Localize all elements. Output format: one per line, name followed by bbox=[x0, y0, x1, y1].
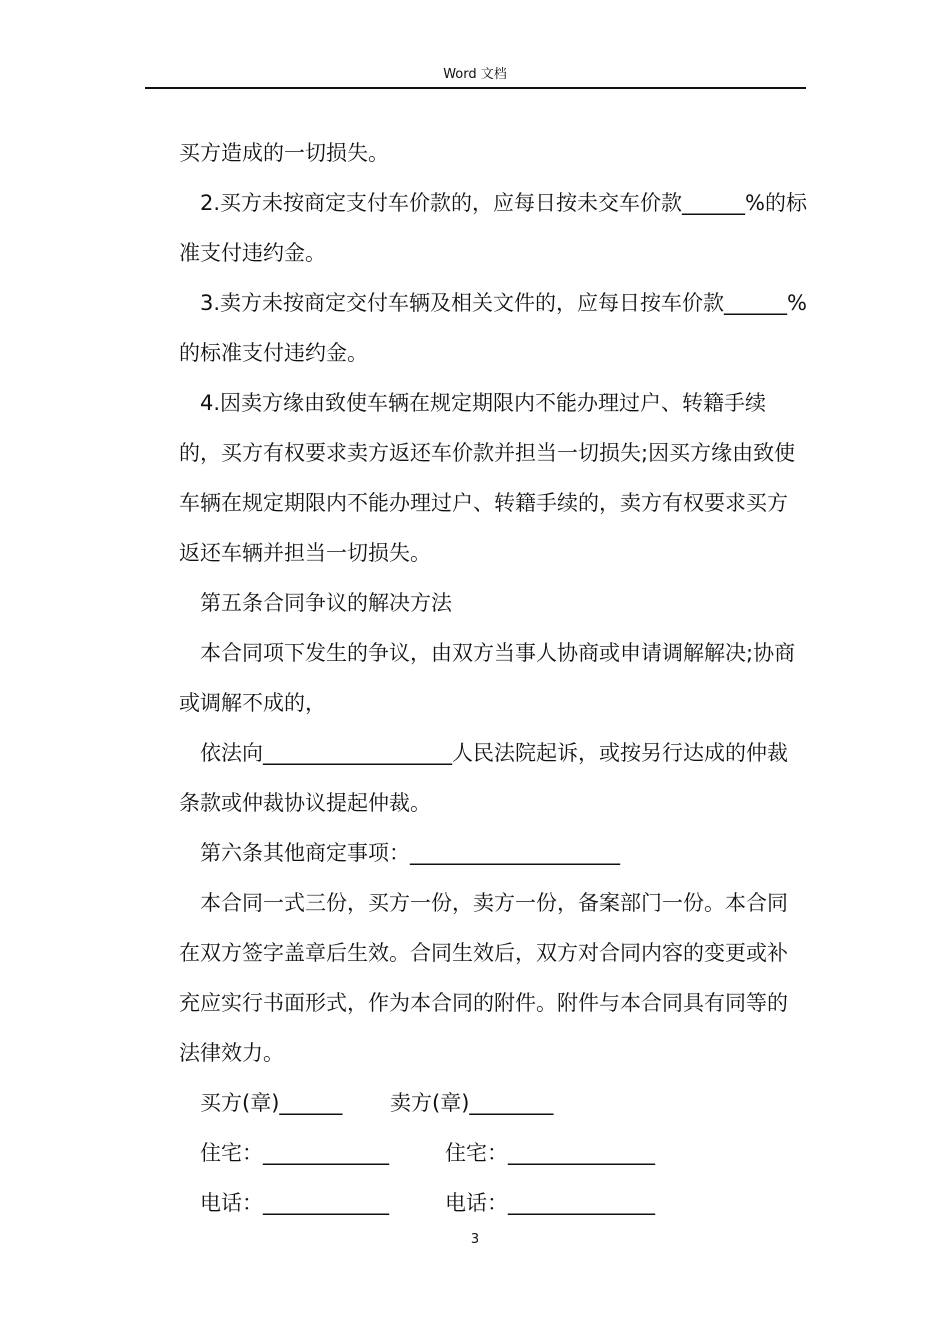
seller-phone-field: 电话：______________ bbox=[445, 1191, 655, 1215]
paragraph-dispute-negotiation: 本合同项下发生的争议，由双方当事人协商或申请调解解决;协商或调解不成的， bbox=[179, 641, 796, 715]
document-header-title: Word 文档 bbox=[443, 67, 507, 82]
page-number: 3 bbox=[470, 1232, 480, 1247]
buyer-phone-field: 电话：____________ bbox=[200, 1191, 389, 1215]
buyer-address-field: 住宅：____________ bbox=[200, 1141, 389, 1165]
header-divider bbox=[145, 87, 806, 89]
buyer-seal-field: 买方(章)______ bbox=[200, 1091, 343, 1115]
section-heading-article-5: 第五条合同争议的解决方法 bbox=[200, 591, 452, 615]
paragraph-court-arbitration: 依法向__________________人民法院起诉，或按另行达成的仲裁条款或仲裁协议提起仲裁。 bbox=[179, 741, 788, 815]
paragraph-copies-effectiveness: 本合同一式三份，买方一份，卖方一份，备案部门一份。本合同在双方签字盖章后生效。合同生效后，双方对合同内容的变更或补充应实行书面形式，作为本合同的附件。附件与本合同具有同等的法律效力。 bbox=[179, 891, 788, 1065]
paragraph-buyer-late-payment: 2.买方未按商定支付车价款的，应每日按未交车价款______%的标准支付违约金。 bbox=[179, 191, 807, 265]
signature-row-seal bbox=[179, 1078, 807, 1128]
paragraph-loss-continuation: 买方造成的一切损失。 bbox=[179, 141, 389, 165]
document-body bbox=[179, 128, 807, 1228]
seller-seal-field: 卖方(章)________ bbox=[390, 1091, 554, 1115]
seller-address-field: 住宅：______________ bbox=[445, 1141, 655, 1165]
paragraph-seller-late-delivery: 3.卖方未按商定交付车辆及相关文件的，应每日按车价款______%的标准支付违约金。 bbox=[179, 291, 807, 365]
section-heading-article-6: 第六条其他商定事项：____________________ bbox=[200, 841, 620, 865]
signature-row-address bbox=[179, 1128, 807, 1178]
paragraph-transfer-failure: 4.因卖方缘由致使车辆在规定期限内不能办理过户、转籍手续的，买方有权要求卖方返还车价款并担当一切损失;因买方缘由致使车辆在规定期限内不能办理过户、转籍手续的，卖方有权要求买方返还车辆并担当一切损失。 bbox=[179, 391, 796, 565]
signature-row-phone bbox=[179, 1178, 807, 1228]
